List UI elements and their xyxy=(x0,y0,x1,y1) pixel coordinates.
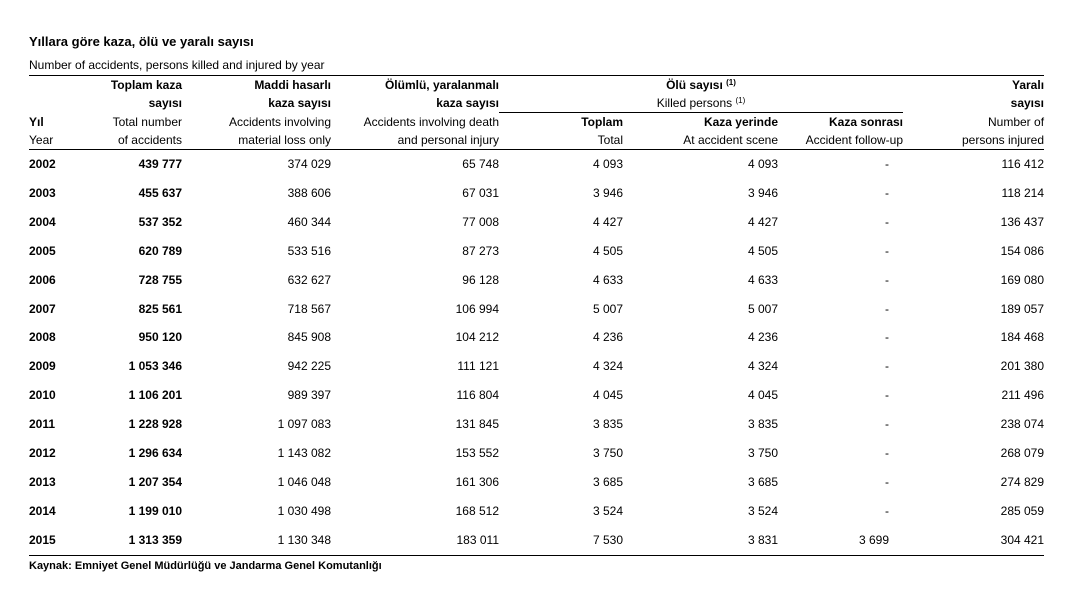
total-accidents-cell: 950 120 xyxy=(138,330,182,345)
header-total-en1: Total number xyxy=(112,114,182,129)
material-loss-cell: 388 606 xyxy=(287,185,331,200)
death-injury-cell: 87 273 xyxy=(462,243,499,258)
killed-total-cell: 5 007 xyxy=(592,301,623,316)
total-accidents-cell: 1 106 201 xyxy=(128,388,182,403)
death-injury-cell: 153 552 xyxy=(455,446,499,461)
killed-total-cell: 4 324 xyxy=(592,359,623,374)
injured-cell: 154 086 xyxy=(1000,243,1045,258)
table-row xyxy=(29,439,1044,468)
total-accidents-cell: 455 637 xyxy=(138,185,182,200)
injured-cell: 268 079 xyxy=(1000,446,1045,461)
year-cell: 2011 xyxy=(29,417,56,432)
killed-total-cell: 7 530 xyxy=(499,526,623,555)
killed-follow-cell: - xyxy=(885,446,890,461)
year-cell: 2006 xyxy=(29,272,56,287)
killed-scene-cell: 3 685 xyxy=(747,474,778,489)
death-injury-cell: 116 804 xyxy=(456,388,499,403)
injured-cell: 189 057 xyxy=(1000,301,1045,316)
killed-follow-cell: - xyxy=(885,417,890,432)
total-accidents-cell: 1 296 634 xyxy=(128,446,182,461)
killed-scene-cell: 4 505 xyxy=(747,243,778,258)
header-killed-follow-tr: Kaza sonrası xyxy=(828,115,904,129)
header-total-en2: of accidents xyxy=(76,131,182,150)
injured-cell: 116 412 xyxy=(1001,157,1045,171)
header-death-tr2: kaza sayısı xyxy=(436,96,499,111)
killed-follow-cell: 3 699 xyxy=(778,526,903,555)
year-cell: 2008 xyxy=(29,330,56,345)
header-killed-total-en: Total xyxy=(499,131,623,150)
year-cell: 2013 xyxy=(29,474,56,489)
killed-scene-cell: 5 007 xyxy=(747,301,778,316)
header-total-tr1: Toplam kaza xyxy=(76,76,182,95)
header-injured-en1: Number of xyxy=(988,114,1045,129)
header-death-tr1: Ölümlü, yaralanmalı xyxy=(331,76,499,95)
total-accidents-cell: 1 053 346 xyxy=(128,359,182,374)
injured-cell: 184 468 xyxy=(1000,330,1045,345)
source-note: Kaynak: Emniyet Genel Müdürlüğü ve Jandarma Genel Komutanlığı xyxy=(29,560,382,572)
header-injured-tr2: sayısı xyxy=(1010,96,1045,111)
injured-cell: 211 496 xyxy=(1001,388,1045,403)
header-material-tr2: kaza sayısı xyxy=(268,96,331,111)
year-cell: 2005 xyxy=(29,243,56,258)
header-killed-en-label: Killed persons xyxy=(656,96,733,110)
table-row xyxy=(29,150,1044,179)
death-injury-cell: 96 128 xyxy=(462,272,499,287)
death-injury-cell: 67 031 xyxy=(462,185,499,200)
killed-follow-cell: - xyxy=(885,388,890,403)
year-cell: 2010 xyxy=(29,388,56,403)
material-loss-cell: 942 225 xyxy=(287,359,331,374)
killed-scene-cell: 4 324 xyxy=(747,359,778,374)
year-cell: 2003 xyxy=(29,185,56,200)
table-title: Yıllara göre kaza, ölü ve yaralı sayısı xyxy=(29,34,254,49)
table-row xyxy=(29,295,1044,324)
killed-scene-cell: 3 524 xyxy=(747,503,778,518)
death-injury-cell: 183 011 xyxy=(331,526,499,555)
total-accidents-cell: 728 755 xyxy=(138,272,182,287)
table-row xyxy=(29,526,1044,555)
death-injury-cell: 106 994 xyxy=(455,301,499,316)
header-killed-total-tr: Toplam xyxy=(581,115,623,129)
killed-total-cell: 4 633 xyxy=(592,272,623,287)
total-accidents-cell: 537 352 xyxy=(138,214,182,229)
total-accidents-cell: 439 777 xyxy=(138,157,182,171)
footnote-mark: (1) xyxy=(735,96,746,105)
table-header xyxy=(29,76,1044,150)
total-accidents-cell: 1 199 010 xyxy=(128,503,182,518)
injured-cell: 285 059 xyxy=(1000,503,1045,518)
killed-scene-cell: 4 427 xyxy=(747,214,778,229)
killed-follow-cell: - xyxy=(885,185,890,200)
header-killed-follow-en: Accident follow-up xyxy=(778,131,903,150)
accidents-table xyxy=(29,75,1044,556)
material-loss-cell: 1 130 348 xyxy=(182,526,331,555)
killed-total-cell: 3 946 xyxy=(592,185,623,200)
injured-cell: 304 421 xyxy=(903,526,1044,555)
header-killed-scene-en: At accident scene xyxy=(623,131,778,150)
material-loss-cell: 374 029 xyxy=(287,157,331,171)
total-accidents-cell: 620 789 xyxy=(138,243,182,258)
year-cell: 2014 xyxy=(29,503,56,518)
killed-scene-cell: 3 831 xyxy=(623,526,778,555)
killed-scene-cell: 4 093 xyxy=(747,157,778,171)
header-death-en2: and personal injury xyxy=(331,131,499,150)
material-loss-cell: 533 516 xyxy=(287,243,331,258)
total-accidents-cell: 1 228 928 xyxy=(128,417,182,432)
year-cell: 2012 xyxy=(29,446,56,461)
table-subtitle: Number of accidents, persons killed and injured by year xyxy=(29,58,325,72)
year-cell: 2002 xyxy=(29,157,56,171)
year-cell: 2004 xyxy=(29,214,56,229)
material-loss-cell: 632 627 xyxy=(287,272,331,287)
injured-cell: 169 080 xyxy=(1000,272,1045,287)
killed-follow-cell: - xyxy=(885,359,890,374)
header-material-en1: Accidents involving xyxy=(228,114,331,129)
injured-cell: 201 380 xyxy=(1000,359,1045,374)
header-killed-scene-tr: Kaza yerinde xyxy=(703,115,778,129)
total-accidents-cell: 1 207 354 xyxy=(128,474,182,489)
killed-scene-cell: 4 236 xyxy=(747,330,778,345)
material-loss-cell: 718 567 xyxy=(287,301,331,316)
death-injury-cell: 65 748 xyxy=(462,157,499,171)
header-injured-en2: persons injured xyxy=(903,131,1044,150)
table-body xyxy=(29,150,1044,556)
header-injured-tr1: Yaralı xyxy=(903,76,1044,95)
death-injury-cell: 111 121 xyxy=(457,359,499,374)
table-row xyxy=(29,179,1044,208)
killed-total-cell: 3 524 xyxy=(592,503,623,518)
killed-follow-cell: - xyxy=(885,301,890,316)
killed-follow-cell: - xyxy=(885,474,890,489)
table-row xyxy=(29,323,1044,352)
header-total-tr2: sayısı xyxy=(148,96,182,111)
killed-scene-cell: 4 045 xyxy=(747,388,778,403)
killed-follow-cell: - xyxy=(885,214,890,229)
header-killed-en xyxy=(499,94,903,113)
killed-scene-cell: 3 835 xyxy=(747,417,778,432)
footnote-mark: (1) xyxy=(726,78,736,87)
injured-cell: 274 829 xyxy=(1000,474,1045,489)
killed-follow-cell: - xyxy=(885,503,890,518)
injured-cell: 118 214 xyxy=(1001,185,1045,200)
table-row xyxy=(29,208,1044,237)
death-injury-cell: 131 845 xyxy=(455,417,499,432)
killed-total-cell: 4 236 xyxy=(592,330,623,345)
killed-total-cell: 3 835 xyxy=(592,417,623,432)
death-injury-cell: 104 212 xyxy=(455,330,499,345)
material-loss-cell: 1 097 083 xyxy=(277,417,331,432)
killed-total-cell: 4 093 xyxy=(592,157,623,171)
header-material-tr1: Maddi hasarlı xyxy=(182,76,331,95)
death-injury-cell: 77 008 xyxy=(462,214,499,229)
header-killed-tr xyxy=(499,76,903,95)
death-injury-cell: 161 306 xyxy=(455,474,499,489)
total-accidents-cell: 1 313 359 xyxy=(76,526,182,555)
table-row xyxy=(29,468,1044,497)
killed-total-cell: 3 750 xyxy=(592,446,623,461)
killed-follow-cell: - xyxy=(885,272,890,287)
table-row xyxy=(29,497,1044,526)
table-row xyxy=(29,266,1044,295)
death-injury-cell: 168 512 xyxy=(455,503,499,518)
material-loss-cell: 1 046 048 xyxy=(277,474,331,489)
header-material-en2: material loss only xyxy=(182,131,331,150)
killed-total-cell: 3 685 xyxy=(592,474,623,489)
total-accidents-cell: 825 561 xyxy=(138,301,182,316)
killed-follow-cell: - xyxy=(885,330,890,345)
injured-cell: 136 437 xyxy=(1000,214,1045,229)
table-row xyxy=(29,237,1044,266)
year-cell: 2009 xyxy=(29,359,56,374)
killed-follow-cell: - xyxy=(885,243,890,258)
material-loss-cell: 989 397 xyxy=(287,388,331,403)
killed-total-cell: 4 427 xyxy=(592,214,623,229)
killed-total-cell: 4 045 xyxy=(592,388,623,403)
killed-scene-cell: 3 750 xyxy=(747,446,778,461)
killed-scene-cell: 3 946 xyxy=(747,185,778,200)
killed-scene-cell: 4 633 xyxy=(747,272,778,287)
killed-total-cell: 4 505 xyxy=(592,243,623,258)
material-loss-cell: 845 908 xyxy=(287,330,331,345)
table-row xyxy=(29,381,1044,410)
year-cell: 2007 xyxy=(29,301,56,316)
material-loss-cell: 1 030 498 xyxy=(277,503,331,518)
header-year-tr: Yıl xyxy=(29,114,44,129)
header-year-en: Year xyxy=(29,131,76,150)
table-row xyxy=(29,410,1044,439)
material-loss-cell: 460 344 xyxy=(287,214,331,229)
material-loss-cell: 1 143 082 xyxy=(277,446,331,461)
header-killed-tr-label: Ölü sayısı xyxy=(666,78,723,92)
year-cell: 2015 xyxy=(29,526,76,555)
header-death-en1: Accidents involving death xyxy=(363,114,499,129)
table-row xyxy=(29,352,1044,381)
injured-cell: 238 074 xyxy=(1000,417,1045,432)
killed-follow-cell: - xyxy=(885,157,890,171)
